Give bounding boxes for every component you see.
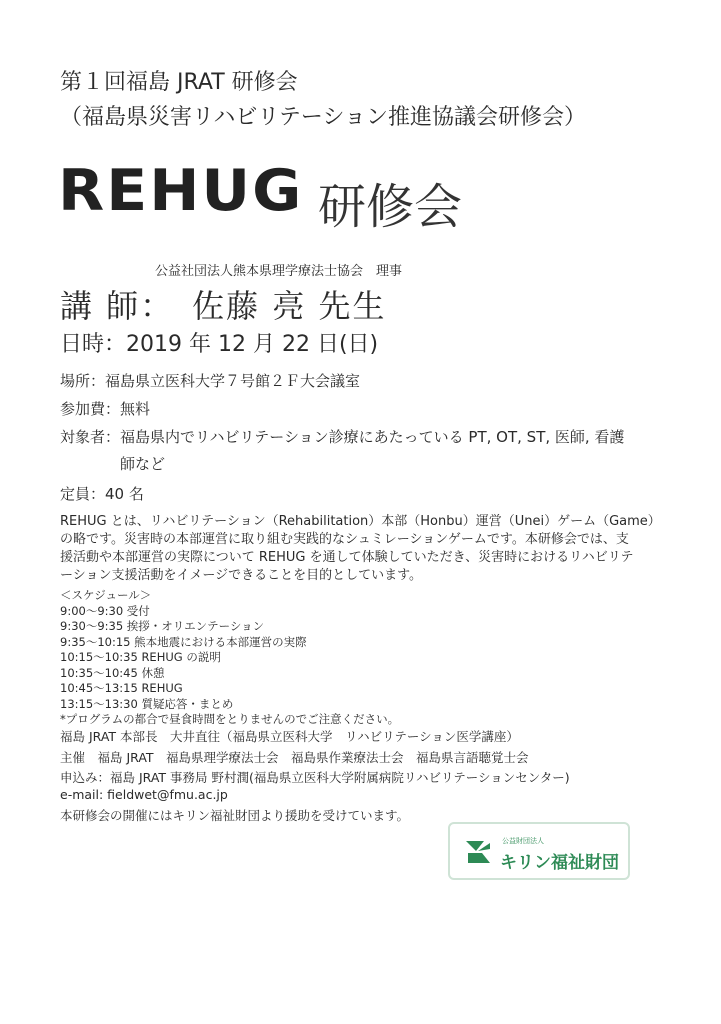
schedule-item: 9:30～9:35 挨拶・オリエンテーション xyxy=(60,619,265,633)
event-capacity: 定員：40 名 xyxy=(60,485,144,503)
kirin-mark-icon xyxy=(464,837,494,867)
schedule-item: 10:45～13:15 REHUG xyxy=(60,681,183,695)
schedule-item: 9:00～9:30 受付 xyxy=(60,603,150,618)
event-title: 第１回福島 JRAT 研修会 xyxy=(60,70,298,95)
logo-subtitle: 公益財団法人 xyxy=(502,837,544,845)
rehug-logo-text: REHUG xyxy=(58,157,304,225)
support-line: 本研修会の開催にはキリン福祉財団より援助を受けています。 xyxy=(60,808,410,823)
email-link[interactable]: e-mail: fieldwet@fmu.ac.jp xyxy=(60,787,228,802)
event-target: 対象者：福島県内でリハビリテーション診療にあたっている PT, OT, ST, 医師, 看護 xyxy=(60,428,625,446)
description-line: ーション支援活動をイメージできることを目的としています。 xyxy=(60,568,423,583)
event-fee: 参加費：無料 xyxy=(60,400,151,418)
schedule xyxy=(60,588,399,728)
event-place: 場所：福島県立医科大学７号館２Ｆ大会議室 xyxy=(60,372,361,390)
schedule-item: 13:15～13:30 質疑応答・まとめ xyxy=(60,696,234,711)
event-date: 日時：2019 年 12 月 22 日(日) xyxy=(60,332,379,357)
description-line: 援活動や本部運営の実際について REHUG を通して体験していただき、災害時におけるリハビリテ xyxy=(60,550,634,565)
schedule-item: 9:35～10:15 熊本地震における本部運営の実際 xyxy=(60,634,307,649)
schedule-title: ＜スケジュール＞ xyxy=(60,588,152,602)
lecturer-name: 講 師： 佐藤 亮 先生 xyxy=(60,287,387,325)
schedule-item: 10:35～10:45 休憩 xyxy=(60,665,165,680)
event-subtitle: （福島県災害リハビリテーション推進協議会研修会） xyxy=(60,105,587,130)
description-paragraph xyxy=(60,513,680,585)
logo-name: キリン福祉財団 xyxy=(500,853,619,873)
kirin-foundation-logo xyxy=(448,822,630,880)
organizers-line: 主催 福島 JRAT 福島県理学療法士会 福島県作業療法士会 福島県言語聴覚士会 xyxy=(60,750,529,765)
contact-line: 申込み：福島 JRAT 事務局 野村潤(福島県立医科大学附属病院リハビリテーションセンター) xyxy=(60,770,570,785)
schedule-note: *プログラムの都合で昼食時間をとりませんのでご注意ください。 xyxy=(60,712,400,726)
description-line: REHUG とは、リハビリテーション（Rehabilitation）本部（Honbu）運営（Unei）ゲーム（Game） xyxy=(60,514,661,529)
event-target-continued: 師など xyxy=(120,455,166,473)
kenshu-heading: 研修会 xyxy=(318,179,463,235)
director-line: 福島 JRAT 本部長 大井直往（福島県立医科大学 リハビリテーション医学講座） xyxy=(60,729,519,744)
lecturer-affiliation: 公益社団法人熊本県理学療法士協会 理事 xyxy=(155,264,403,279)
description-line: の略です。災害時の本部運営に取り組む実践的なシュミレーションゲームです。本研修会では、支 xyxy=(60,532,629,547)
schedule-item: 10:15～10:35 REHUG の説明 xyxy=(60,650,221,664)
